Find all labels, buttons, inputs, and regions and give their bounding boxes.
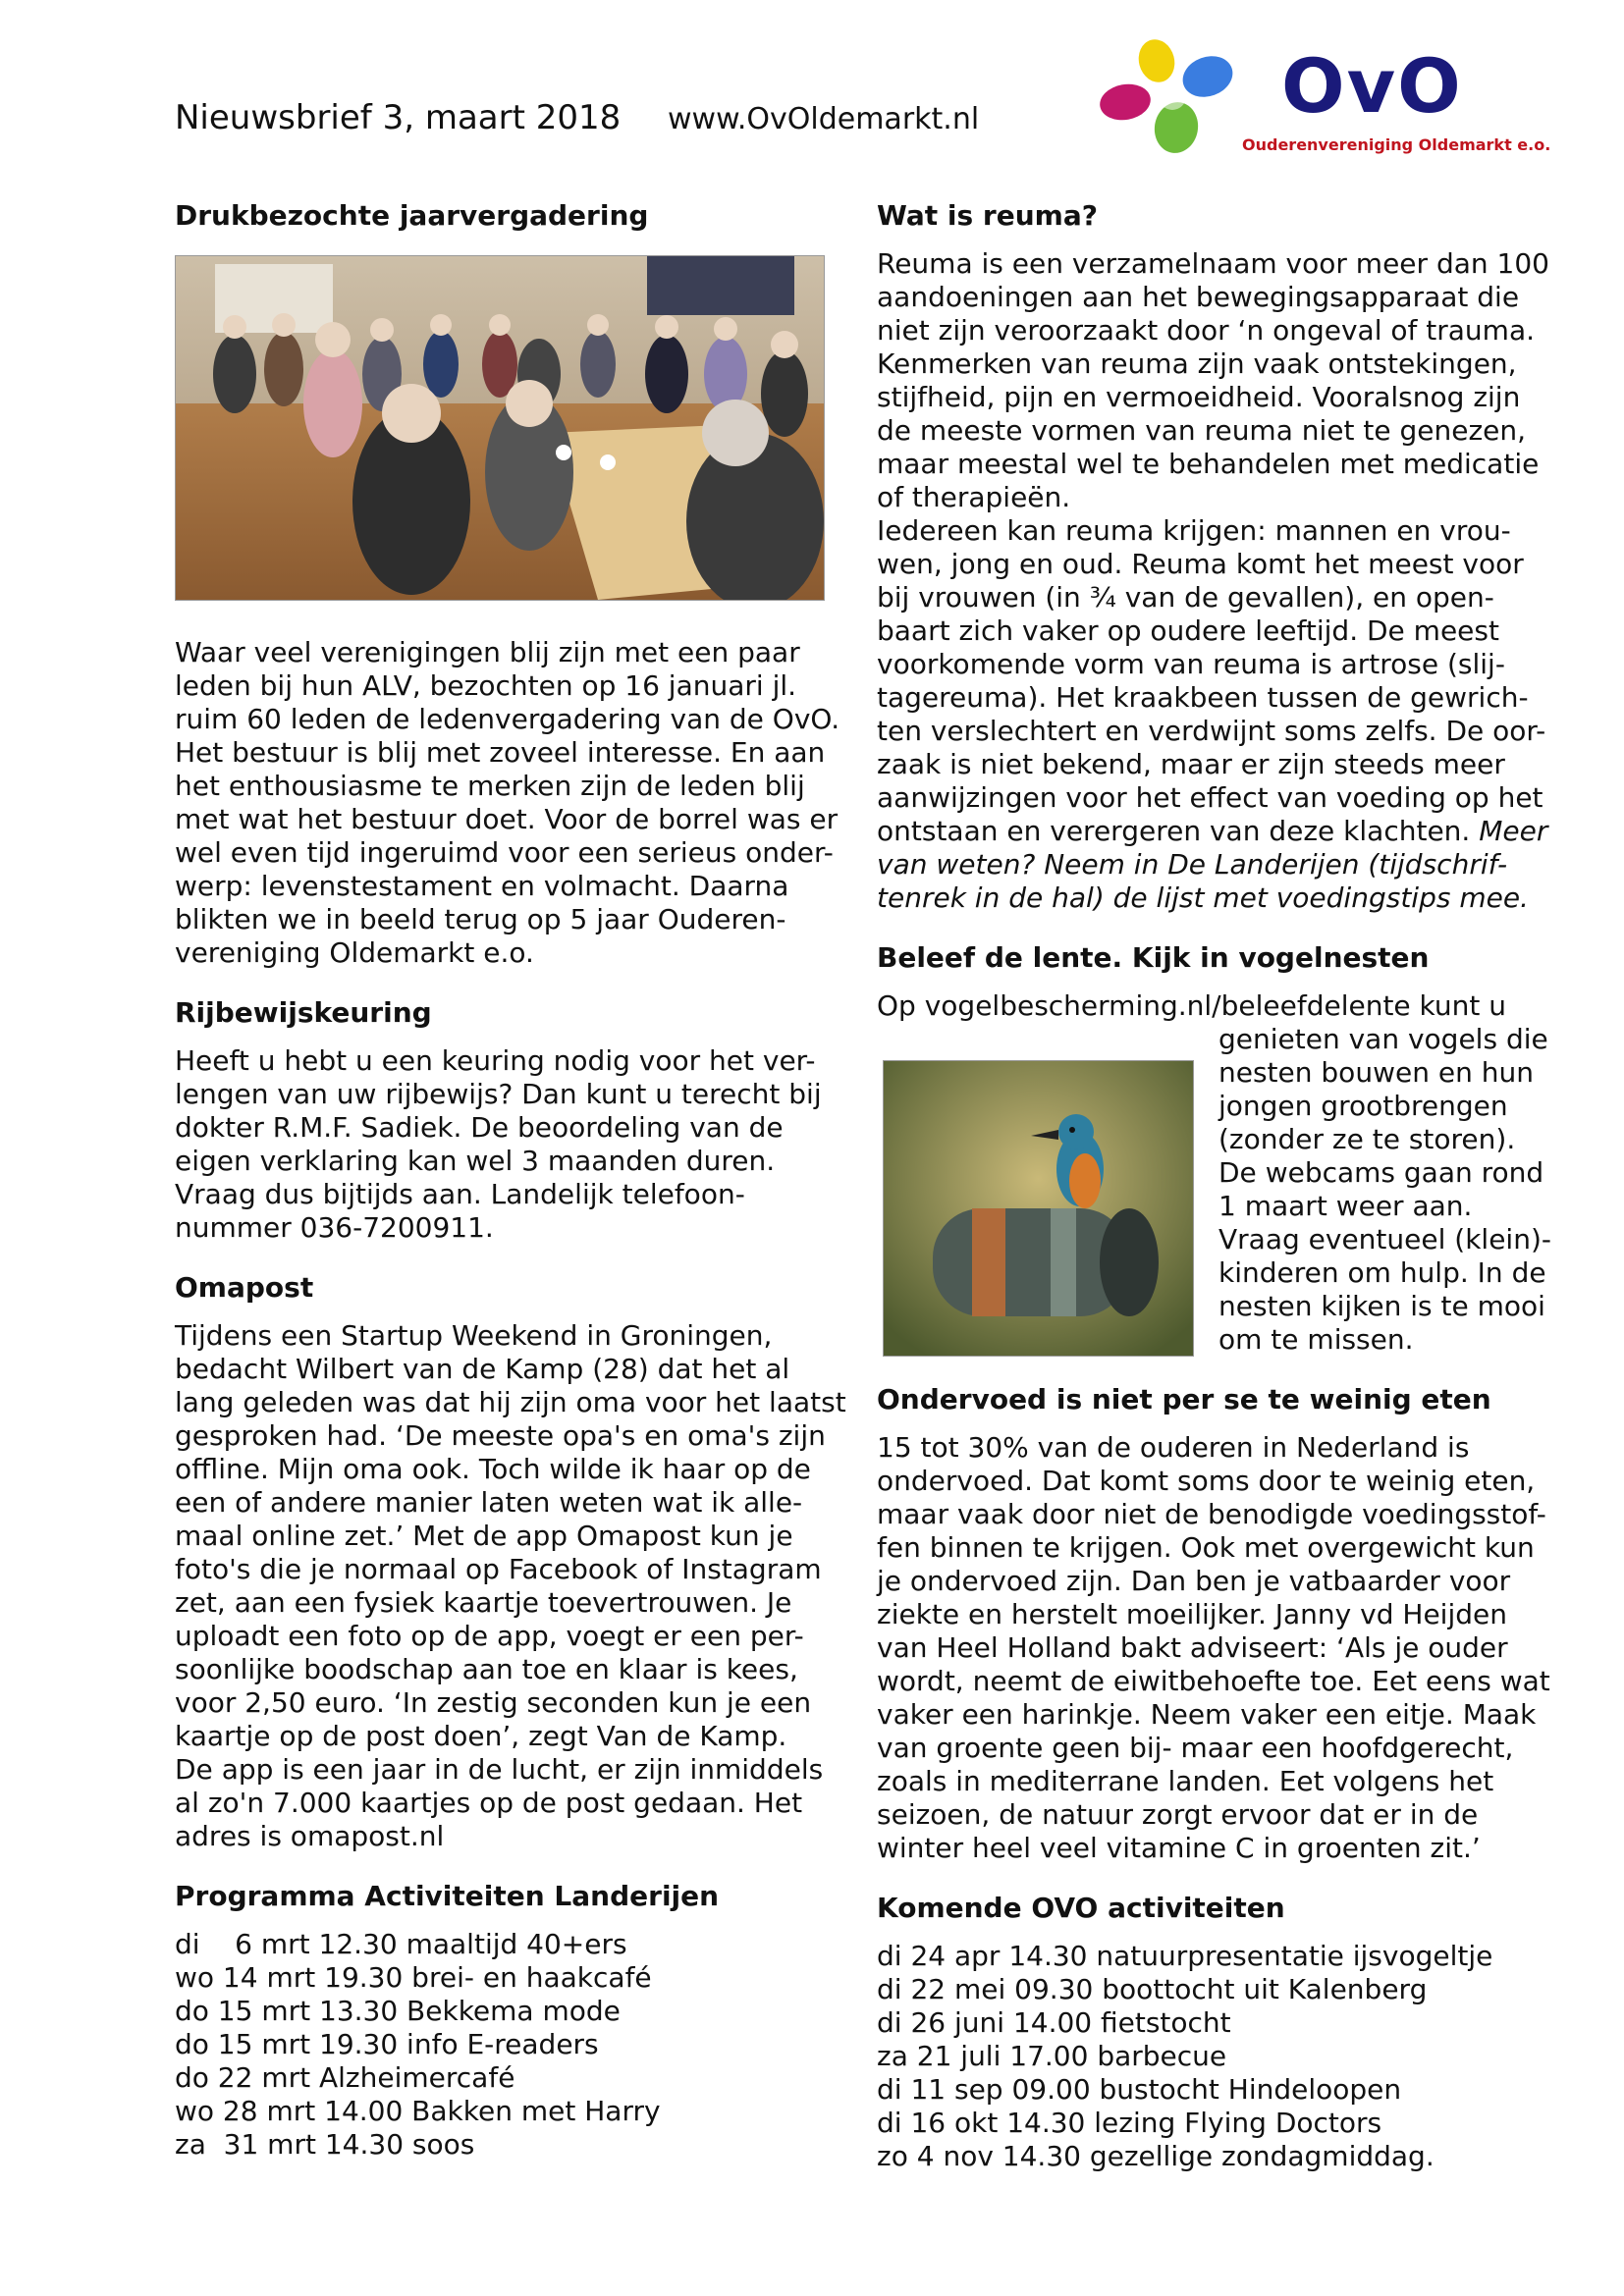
paragraph-line: leden bij hun ALV, bezochten op 16 januari jl. [175, 669, 797, 702]
lente-text [1218, 1023, 1551, 1357]
paragraph-line: wordt, neemt de eiwitbehoefte toe. Eet eens wat [877, 1665, 1550, 1697]
paragraph-line: vereniging Oldemarkt e.o. [175, 936, 534, 969]
paragraph-line: nummer 036-7200911. [175, 1211, 494, 1244]
activity-item: wo 28 mrt 14.00 Bakken met Harry [175, 2095, 661, 2127]
paragraph-line: nesten kijken is te mooi [1218, 1290, 1545, 1322]
paragraph-line [877, 281, 1564, 314]
paragraph-line: wel even tijd ingeruimd voor een serieus onder- [175, 836, 834, 869]
paragraph-line: Het bestuur is blij met zoveel interesse. En aan [175, 736, 826, 769]
paragraph-line: fen binnen te krijgen. Ook met overgewicht kun [877, 1531, 1535, 1564]
line-text: bij vrouwen (in ¾ van de gevallen), en open- [877, 581, 1494, 614]
paragraph-line: 15 tot 30% van de ouderen in Nederland is [877, 1431, 1470, 1464]
paragraph-line [877, 481, 1564, 514]
paragraph-line: voor 2,50 euro. ‘In zestig seconden kun je een [175, 1686, 812, 1719]
paragraph-line: bedacht Wilbert van de Kamp (28) dat het al [175, 1353, 790, 1385]
paragraph-line: offline. Mijn oma ook. Toch wilde ik haar op de [175, 1453, 811, 1485]
line-text: ontstaan en verergeren van deze klachten. [877, 815, 1471, 847]
paragraph-line: van Heel Holland bakt adviseert: ‘Als je ouder [877, 1631, 1508, 1664]
line-text: de meeste vormen van reuma niet te genezen, [877, 414, 1527, 447]
paragraph-line [877, 347, 1564, 381]
paragraph-line: foto's die je normaal op Facebook of Instagram [175, 1553, 822, 1585]
paragraph-line: met wat het bestuur doet. Voor de borrel was er [175, 803, 839, 835]
rijbewijs-text [175, 1044, 862, 1245]
paragraph-line: ruim 60 leden de ledenvergadering van de OvO. [175, 703, 840, 735]
paragraph-line [877, 448, 1564, 481]
paragraph-line: lengen van uw rijbewijs? Dan kunt u terecht bij [175, 1078, 822, 1110]
activity-item: di 22 mei 09.30 boottocht uit Kalenberg [877, 1973, 1428, 2005]
paragraph-line: ondervoed. Dat komt soms door te weinig eten, [877, 1465, 1536, 1497]
paragraph-line [877, 414, 1564, 448]
paragraph-line: zoals in mediterrane landen. Eet volgens het [877, 1765, 1494, 1797]
heading-lente: Beleef de lente. Kijk in vogelnesten [877, 941, 1430, 974]
kingfisher-photo [883, 1060, 1194, 1357]
activity-item: do 22 mrt Alzheimercafé [175, 2061, 515, 2094]
italic-text: Meer [1479, 815, 1548, 847]
paragraph-line: Heeft u hebt u een keuring nodig voor het ver- [175, 1044, 816, 1077]
ovo-logo-icon [1098, 37, 1255, 163]
paragraph-line: je ondervoed zijn. Dan ben je vatbaarder voor [877, 1565, 1511, 1597]
ondervoed-text [877, 1431, 1564, 1865]
paragraph-line [877, 548, 1564, 581]
paragraph-line: adres is omapost.nl [175, 1820, 445, 1852]
line-text: of therapieën. [877, 481, 1071, 513]
line-text: tagereuma). Het kraakbeen tussen de gewrich- [877, 681, 1529, 714]
paragraph-line: uploadt een foto op de app, voegt er een per- [175, 1620, 804, 1652]
heading-jaarvergadering: Drukbezochte jaarvergadering [175, 199, 649, 232]
omapost-text [175, 1319, 862, 1853]
logo-subtitle: Ouderenvereniging Oldemarkt e.o. [1242, 135, 1551, 154]
programma-list [175, 1928, 862, 2162]
meeting-photo-image [176, 256, 824, 600]
meeting-photo [175, 255, 825, 601]
paragraph-line: gesproken had. ‘De meeste opa's en oma's zijn [175, 1419, 826, 1452]
activity-item: zo 4 nov 14.30 gezellige zondagmiddag. [877, 2140, 1435, 2172]
paragraph-line: een of andere manier laten weten wat ik alle- [175, 1486, 803, 1519]
line-text: voorkomende vorm van reuma is artrose (slij- [877, 648, 1505, 680]
line-text: wen, jong en oud. Reuma komt het meest voor [877, 548, 1524, 580]
line-text: stijfheid, pijn en vermoeidheid. Vooralsnog zijn [877, 381, 1521, 413]
paragraph-line: Waar veel verenigingen blij zijn met een paar [175, 636, 800, 668]
paragraph-line: maar vaak door niet de benodigde voedingsstof- [877, 1498, 1546, 1530]
line-text: zaak is niet bekend, maar er zijn steeds meer [877, 748, 1505, 780]
activity-item: di 16 okt 14.30 lezing Flying Doctors [877, 2107, 1382, 2139]
paragraph-line: om te missen. [1218, 1323, 1414, 1356]
paragraph-line [877, 381, 1564, 414]
heading-rijbewijskeuring: Rijbewijskeuring [175, 996, 432, 1029]
line-text: maar meestal wel te behandelen met medicatie [877, 448, 1540, 480]
heading-reuma: Wat is reuma? [877, 199, 1098, 232]
activity-item: do 15 mrt 13.30 Bekkema mode [175, 1995, 621, 2027]
line-text: aanwijzingen voor het effect van voeding op het [877, 781, 1543, 814]
paragraph-line: vaker een harinkje. Neem vaker een eitje. Maak [877, 1698, 1537, 1731]
paragraph-line [877, 314, 1564, 347]
lente-first-line: Op vogelbescherming.nl/beleefdelente kunt u [877, 989, 1507, 1022]
paragraph-line: blikten we in beeld terug op 5 jaar Ouderen- [175, 903, 786, 935]
paragraph-line: Tijdens een Startup Weekend in Groningen, [175, 1319, 773, 1352]
paragraph-line: dokter R.M.F. Sadiek. De beoordeling van de [175, 1111, 784, 1144]
heading-programma: Programma Activiteiten Landerijen [175, 1880, 720, 1912]
activity-item: do 15 mrt 19.30 info E-readers [175, 2028, 599, 2060]
line-text: Reuma is een verzamelnaam voor meer dan 100 [877, 247, 1549, 280]
paragraph-line: soonlijke boodschap aan toe en klaar is kees, [175, 1653, 798, 1685]
line-text: baart zich vaker op oudere leeftijd. De meest [877, 614, 1499, 647]
line-text: ten verslechtert en verdwijnt soms zelfs. De oor- [877, 715, 1546, 747]
paragraph-line: zet, aan een fysiek kaartje toevertrouwen. Je [175, 1586, 792, 1619]
paragraph-line: De webcams gaan rond [1218, 1156, 1544, 1189]
heading-komende: Komende OVO activiteiten [877, 1892, 1285, 1924]
paragraph-line: nesten bouwen en hun [1218, 1056, 1534, 1089]
paragraph-line: seizoen, de natuur zorgt ervoor dat er in de [877, 1798, 1479, 1831]
paragraph-line: Vraag dus bijtijds aan. Landelijk telefoon- [175, 1178, 745, 1210]
logo-text: OvO [1281, 42, 1463, 130]
line-text: Kenmerken van reuma zijn vaak ontstekingen, [877, 347, 1517, 380]
right-column [877, 194, 1564, 2173]
kingfisher-image [884, 1061, 1193, 1356]
komende-list [877, 1940, 1564, 2173]
paragraph-line: maal online zet.’ Met de app Omapost kun je [175, 1520, 793, 1552]
activity-item: di 24 apr 14.30 natuurpresentatie ijsvogeltje [877, 1940, 1493, 1972]
paragraph-line: van groente geen bij- maar een hoofdgerecht, [877, 1732, 1514, 1764]
left-column [175, 194, 862, 2162]
heading-omapost: Omapost [175, 1271, 314, 1304]
activity-item: za 21 juli 17.00 barbecue [877, 2040, 1227, 2072]
paragraph-line [877, 715, 1564, 748]
paragraph-line-italic: tenrek in de hal) de lijst met voedingstips mee. [877, 881, 1529, 914]
paragraph-line: ziekte en herstelt moeilijker. Janny vd Heijden [877, 1598, 1507, 1630]
paragraph-line: Vraag eventueel (klein)- [1218, 1223, 1551, 1255]
paragraph-line: al zo'n 7.000 kaartjes op de post gedaan. Het [175, 1787, 803, 1819]
line-text: niet zijn veroorzaakt door ‘n ongeval of trauma. [877, 314, 1536, 347]
paragraph-line [877, 815, 1564, 848]
paragraph-line: het enthousiasme te merken zijn de leden blij [175, 770, 805, 802]
paragraph-line: winter heel veel vitamine C in groenten zit.’ [877, 1832, 1481, 1864]
activity-item: di 6 mrt 12.30 maaltijd 40+ers [175, 1928, 627, 1960]
paragraph-line [877, 748, 1564, 781]
line-text: aandoeningen aan het bewegingsapparaat die [877, 281, 1520, 313]
activity-item: wo 14 mrt 19.30 brei- en haakcafé [175, 1961, 652, 1994]
website-url[interactable]: www.OvOldemarkt.nl [668, 102, 980, 136]
activity-item: di 26 juni 14.00 fietstocht [877, 2006, 1231, 2039]
paragraph-line: genieten van vogels die [1218, 1023, 1548, 1055]
paragraph-line [877, 581, 1564, 614]
paragraph-line [877, 681, 1564, 715]
paragraph-line: lang geleden was dat hij zijn oma voor het laatst [175, 1386, 846, 1418]
newsletter-title: Nieuwsbrief 3, maart 2018 [175, 98, 622, 137]
paragraph-line: eigen verklaring kan wel 3 maanden duren. [175, 1145, 776, 1177]
paragraph-line [877, 247, 1564, 281]
lente-block [877, 1023, 1564, 1357]
paragraph-line: kaartje op de post doen’, zegt Van de Kamp. [175, 1720, 787, 1752]
activity-item: za 31 mrt 14.30 soos [175, 2128, 475, 2161]
paragraph-line: De app is een jaar in de lucht, er zijn inmiddels [175, 1753, 824, 1786]
reuma-text [877, 247, 1564, 915]
paragraph-line: werp: levenstestament en volmacht. Daarna [175, 870, 789, 902]
paragraph-line [877, 781, 1564, 815]
paragraph-line: kinderen om hulp. In de [1218, 1256, 1546, 1289]
heading-ondervoed: Ondervoed is niet per se te weinig eten [877, 1383, 1491, 1415]
paragraph-line [877, 514, 1564, 548]
jaarvergadering-text [175, 636, 862, 970]
paragraph-line: jongen grootbrengen [1218, 1090, 1508, 1122]
line-text: Iedereen kan reuma krijgen: mannen en vrou- [877, 514, 1511, 547]
paragraph-line: 1 maart weer aan. [1218, 1190, 1473, 1222]
paragraph-line: (zonder ze te storen). [1218, 1123, 1516, 1155]
paragraph-line [877, 614, 1564, 648]
activity-item: di 11 sep 09.00 bustocht Hindeloopen [877, 2073, 1402, 2106]
paragraph-line [877, 648, 1564, 681]
paragraph-line-italic: van weten? Neem in De Landerijen (tijdschrif- [877, 848, 1508, 881]
